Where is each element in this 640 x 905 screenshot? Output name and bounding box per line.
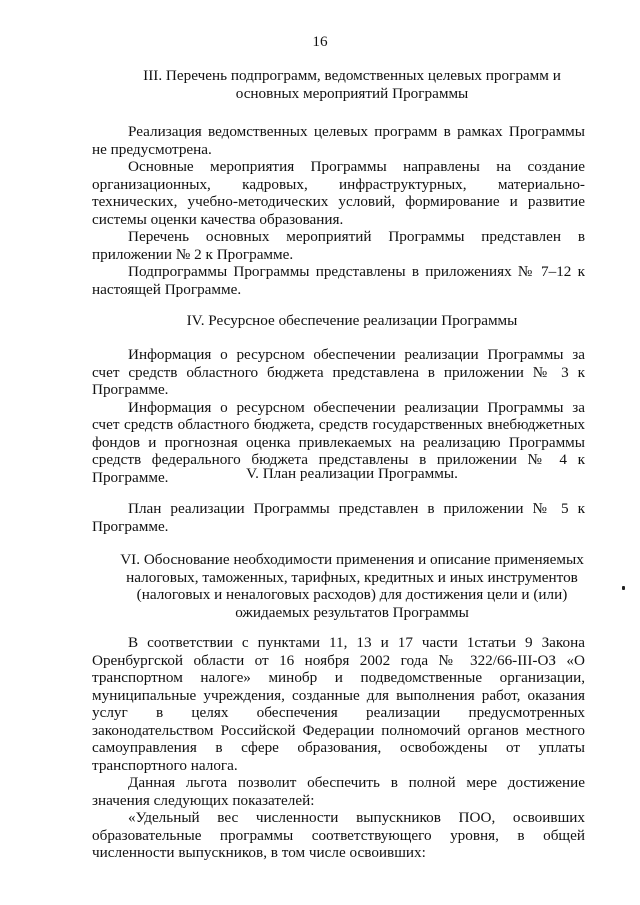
margin-dot <box>622 586 625 590</box>
section-6-heading: VI. Обоснование необходимости применения и описание применяемых налоговых, таможенных, тарифных, кредитных и иных инструментов (налоговых и неналоговых расходов) для достижения цели и (или) ожидаемых результатов Программы <box>120 551 584 621</box>
section-5-body <box>92 500 585 535</box>
section-6-body <box>92 634 585 862</box>
section-3-heading: III. Перечень подпрограмм, ведомственных целевых программ и основных мероприятий Программы <box>143 67 561 102</box>
section-3-body <box>92 123 585 298</box>
paragraph: Данная льгота позволит обеспечить в полной мере достижение значения следующих показателей: <box>92 774 585 809</box>
paragraph: Информация о ресурсном обеспечении реализации Программы за счет средств областного бюджета, средств государственных внебюджетных фондов и прогнозная оценка привлекаемых на реализацию Программы средств федерального бюджета представлены в приложении № 4 к Программе. <box>92 398 585 486</box>
paragraph: Перечень основных мероприятий Программы представлен в приложении № 2 к Программе. <box>92 228 585 263</box>
paragraph: Информация о ресурсном обеспечении реализации Программы за счет средств областного бюджета представлена в приложении № 3 к Программе. <box>92 346 585 398</box>
paragraph: Подпрограммы Программы представлены в приложениях № 7–12 к настоящей Программе. <box>92 263 585 298</box>
paragraph: Реализация ведомственных целевых программ в рамках Программы не предусмотрена. <box>92 123 585 158</box>
page-number: 16 <box>312 33 328 50</box>
section-4-heading: IV. Ресурсное обеспечение реализации Программы <box>186 312 518 329</box>
paragraph: Основные мероприятия Программы направлены на создание организационных, кадровых, инфраструктурных, материально-технических, учебно-методических условий, формирование и развитие системы оценки качества образования. <box>92 158 585 228</box>
paragraph: В соответствии с пунктами 11, 13 и 17 части 1статьи 9 Закона Оренбургской области от 16 ноября 2002 года № 322/66-III-ОЗ «О транспортном налоге» минобр и подведомственные организации, муниципальные учреждения, созданные для выполнения работ, оказания услуг в целях обеспечения реализации предусмотренных законодательством Российской Федерации полномочий органов местного самоуправления в сфере образования, освобождены от уплаты транспортного налога. <box>92 634 585 774</box>
paragraph: План реализации Программы представлен в приложении № 5 к Программе. <box>92 500 585 535</box>
paragraph: «Удельный вес численности выпускников ПОО, освоивших образовательные программы соответствующего уровня, в общей численности выпускников, в том числе освоивших: <box>92 809 585 861</box>
section-5-heading: V. План реализации Программы. <box>246 465 458 482</box>
